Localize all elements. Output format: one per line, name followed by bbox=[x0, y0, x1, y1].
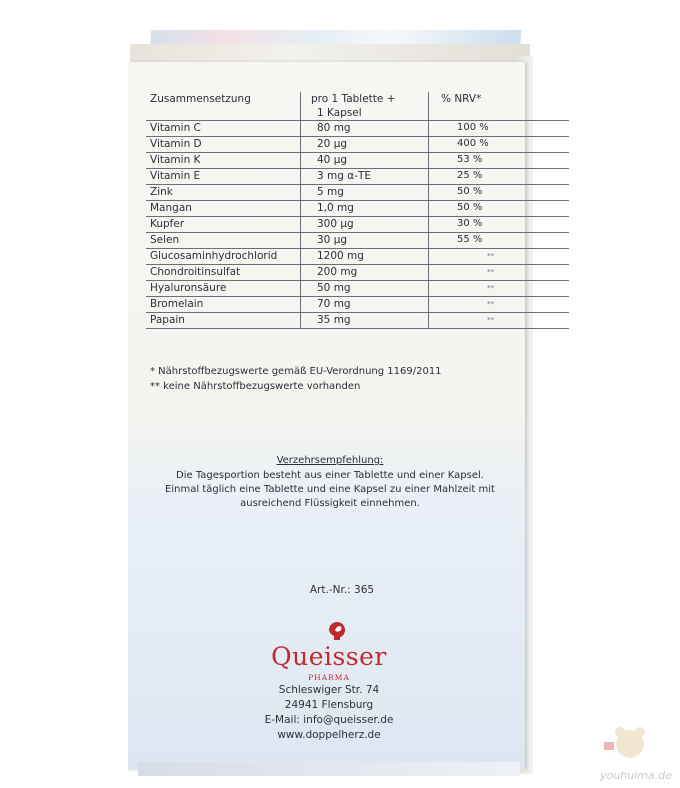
row-nrv: 25 % bbox=[429, 169, 570, 185]
row-amount: 5 mg bbox=[301, 185, 429, 201]
table-row bbox=[146, 137, 569, 153]
row-nrv: 400 % bbox=[429, 137, 570, 153]
header-per-portion-line1: pro 1 Tablette + bbox=[311, 93, 396, 105]
brand-sub: PHARMA bbox=[308, 673, 350, 682]
row-amount: 70 mg bbox=[301, 297, 429, 313]
row-amount: 50 mg bbox=[301, 281, 429, 297]
usage-line-3: ausreichend Flüssigkeit einnehmen. bbox=[240, 498, 420, 509]
row-name: Glucosaminhydrochlorid bbox=[146, 249, 301, 265]
footnote-no-nrv: ** keine Nährstoffbezugswerte vorhanden bbox=[150, 381, 361, 392]
row-amount: 200 mg bbox=[301, 265, 429, 281]
row-nrv: 100 % bbox=[429, 121, 570, 137]
header-per-portion-line2: 1 Kapsel bbox=[317, 107, 362, 119]
row-nrv: ** bbox=[429, 313, 570, 329]
row-nrv: 50 % bbox=[429, 185, 570, 201]
row-amount: 1,0 mg bbox=[301, 201, 429, 217]
usage-heading: Verzehrsempfehlung: bbox=[276, 455, 384, 466]
nutrition-table-body bbox=[146, 121, 569, 329]
row-nrv: 50 % bbox=[429, 201, 570, 217]
nutrition-table bbox=[146, 92, 569, 329]
row-name: Kupfer bbox=[146, 217, 301, 233]
table-row bbox=[146, 153, 569, 169]
address-city: 24941 Flensburg bbox=[284, 699, 374, 711]
table-row bbox=[146, 297, 569, 313]
row-name: Chondroitinsulfat bbox=[146, 265, 301, 281]
row-amount: 80 mg bbox=[301, 121, 429, 137]
row-amount: 40 µg bbox=[301, 153, 429, 169]
usage-recommendation bbox=[160, 454, 500, 511]
table-row bbox=[146, 233, 569, 249]
box-top-edge bbox=[130, 44, 530, 63]
address-web: www.doppelherz.de bbox=[277, 729, 381, 741]
row-name: Vitamin E bbox=[146, 169, 301, 185]
row-name: Vitamin C bbox=[146, 121, 301, 137]
table-row bbox=[146, 281, 569, 297]
row-nrv: ** bbox=[429, 281, 570, 297]
watermark-bear-icon bbox=[600, 716, 660, 764]
company-address bbox=[244, 683, 414, 743]
row-name: Zink bbox=[146, 185, 301, 201]
row-amount: 30 µg bbox=[301, 233, 429, 249]
table-row bbox=[146, 217, 569, 233]
table-row bbox=[146, 121, 569, 137]
row-amount: 3 mg α-TE bbox=[301, 169, 429, 185]
row-nrv: ** bbox=[429, 265, 570, 281]
row-amount: 1200 mg bbox=[301, 249, 429, 265]
header-per-portion bbox=[301, 92, 429, 121]
usage-line-1: Die Tagesportion besteht aus einer Tablette und einer Kapsel. bbox=[176, 470, 484, 481]
row-name: Bromelain bbox=[146, 297, 301, 313]
address-street: Schleswiger Str. 74 bbox=[278, 684, 380, 696]
table-row bbox=[146, 313, 569, 329]
row-name: Hyaluronsäure bbox=[146, 281, 301, 297]
table-row bbox=[146, 169, 569, 185]
footnote-nrv: * Nährstoffbezugswerte gemäß EU-Verordnung 1169/2011 bbox=[150, 366, 442, 377]
watermark-text: youhuima.de bbox=[600, 769, 672, 782]
row-amount: 300 µg bbox=[301, 217, 429, 233]
row-nrv: 30 % bbox=[429, 217, 570, 233]
row-amount: 35 mg bbox=[301, 313, 429, 329]
table-header-row bbox=[146, 92, 569, 121]
header-composition: Zusammensetzung bbox=[146, 92, 301, 121]
row-nrv: 53 % bbox=[429, 153, 570, 169]
row-nrv: ** bbox=[429, 297, 570, 313]
row-name: Papain bbox=[146, 313, 301, 329]
table-row bbox=[146, 185, 569, 201]
row-name: Selen bbox=[146, 233, 301, 249]
row-name: Vitamin K bbox=[146, 153, 301, 169]
row-nrv: 55 % bbox=[429, 233, 570, 249]
row-name: Vitamin D bbox=[146, 137, 301, 153]
article-number: Art.-Nr.: 365 bbox=[309, 584, 375, 596]
table-row bbox=[146, 249, 569, 265]
row-amount: 20 µg bbox=[301, 137, 429, 153]
table-row bbox=[146, 201, 569, 217]
header-nrv: % NRV* bbox=[429, 92, 570, 121]
table-row bbox=[146, 265, 569, 281]
address-email: E-Mail: info@queisser.de bbox=[264, 714, 394, 726]
usage-line-2: Einmal täglich eine Tablette und eine Kapsel zu einer Mahlzeit mit bbox=[165, 484, 495, 495]
row-name: Mangan bbox=[146, 201, 301, 217]
brand-name: Queisser bbox=[271, 642, 387, 671]
box-bottom-edge bbox=[138, 762, 520, 776]
row-nrv: ** bbox=[429, 249, 570, 265]
